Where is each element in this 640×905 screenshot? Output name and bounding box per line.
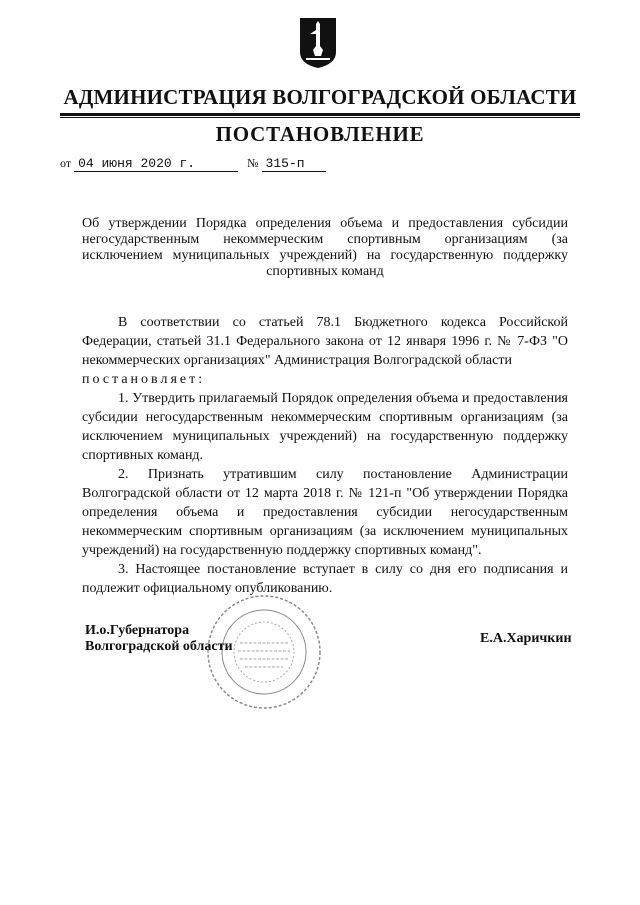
document-number: 315-п xyxy=(262,156,326,172)
resolution-item-2: 2. Признать утратившим силу постановление Администрации Волгоградской области от 12 марта 2018 г. № 121-п "Об утверждении Порядка определения объема и предоставления субсидии негосударственным некоммерческим спортивным организациям (за исключением муниципальных учреждений) на государственную поддержку спортивных команд". xyxy=(82,467,568,558)
header-rule-thin xyxy=(60,117,580,118)
signer-title-line-2: Волгоградской области xyxy=(85,639,233,654)
intro-paragraph: В соответствии со статьей 78.1 Бюджетного кодекса Российской Федерации, статьей 31.1 Федерального закона от 12 января 1996 г. № 7-ФЗ "О некоммерческих организациях" Администрация Волгоградской области xyxy=(82,315,568,368)
document-type: ПОСТАНОВЛЕНИЕ xyxy=(215,122,425,146)
document-title: Об утверждении Порядка определения объема и предоставления субсидии негосударственным некоммерческим спортивным организациям (за исключением муниципальных учреждений) на государственную поддержку спортивных команд xyxy=(82,216,568,279)
number-prefix: № xyxy=(247,156,259,170)
signer-title-line-1: И.о.Губернатора xyxy=(85,623,190,638)
resolution-item-1: 1. Утвердить прилагаемый Порядок определения объема и предоставления субсидии негосударственным некоммерческим спортивным организациям (за исключением муниципальных учреждений) на государственную поддержку спортивных команд. xyxy=(82,391,568,463)
signer-title xyxy=(85,623,265,655)
document-date: 04 июня 2020 г. xyxy=(74,156,238,172)
date-number-line xyxy=(60,156,360,172)
resolution-item-3: 3. Настоящее постановление вступает в силу со дня его подписания и подлежит официальному опубликованию. xyxy=(82,562,568,596)
coat-of-arms-icon xyxy=(298,16,338,70)
header-rule xyxy=(60,113,580,116)
organization-name: АДМИНИСТРАЦИЯ ВОЛГОГРАДСКОЙ ОБЛАСТИ xyxy=(63,85,577,109)
date-prefix: от xyxy=(60,156,72,170)
resolves-label: постановляет: xyxy=(82,372,206,387)
signer-name: Е.А.Харичкин xyxy=(480,631,572,646)
document-body xyxy=(82,313,568,598)
